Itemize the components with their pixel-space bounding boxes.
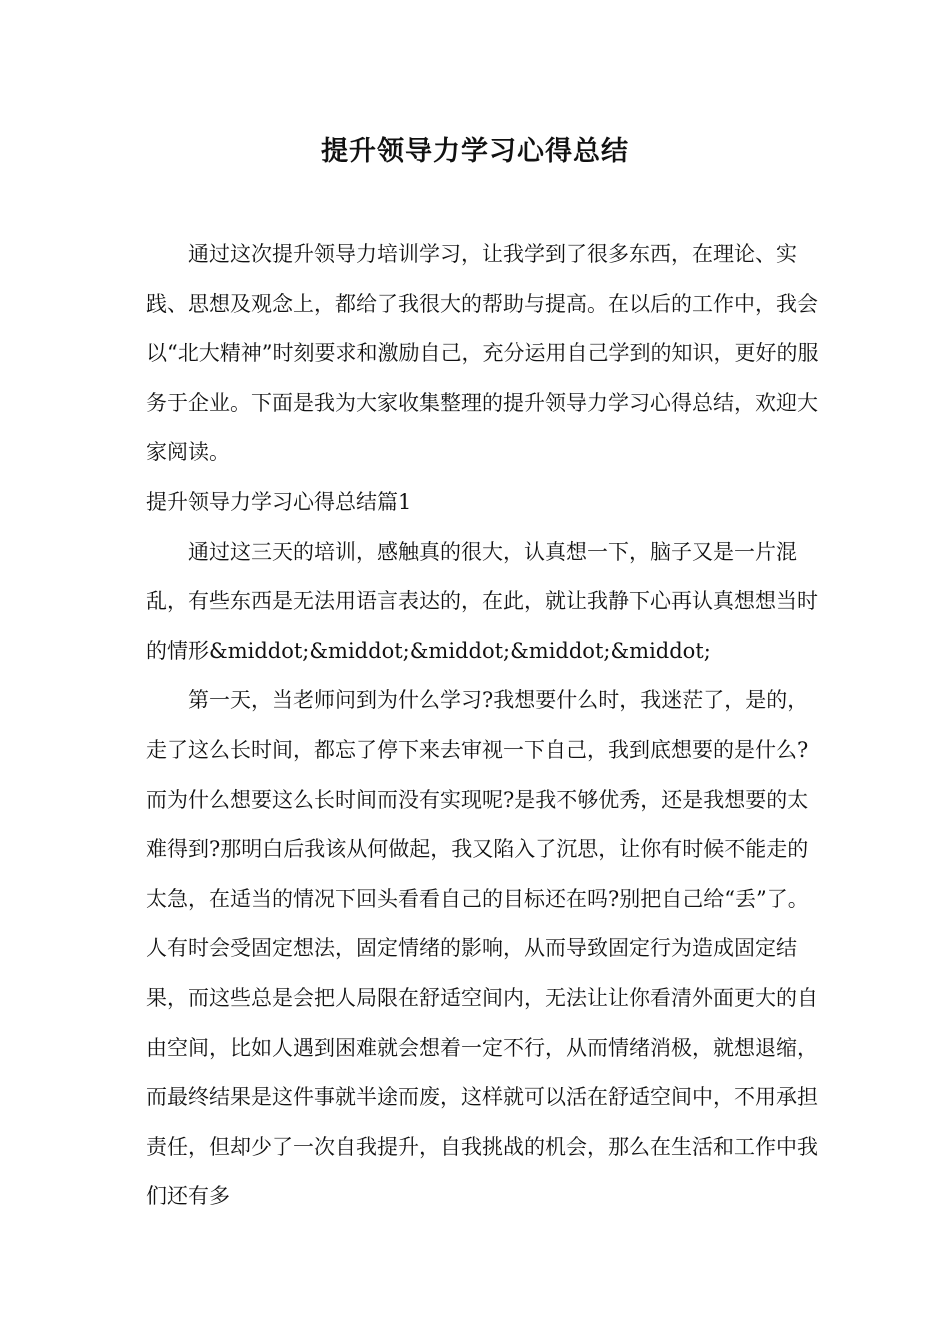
body-paragraph-1: 通过这三天的培训，感触真的很大，认真想一下，脑子又是一片混乱，有些东西是无法用语言表达的，在此，就让我静下心再认真想想当时的情形&middot;&middot;&middot;&middot;&middot; <box>146 539 818 663</box>
section-heading: 提升领导力学习心得总结篇1 <box>146 489 412 514</box>
intro-paragraph: 通过这次提升领导力培训学习，让我学到了很多东西，在理论、实践、思想及观念上，都给了我很大的帮助与提高。在以后的工作中，我会以“北大精神”时刻要求和激励自己，充分运用自己学到的知识，更好的服务于企业。下面是我为大家收集整理的提升领导力学习心得总结，欢迎大家阅读。 <box>146 242 819 465</box>
document-title: 提升领导力学习心得总结 <box>321 136 629 167</box>
body-paragraph-2: 第一天，当老师问到为什么学习?我想要什么时，我迷茫了，是的，走了这么长时间，都忘了停下来去审视一下自己，我到底想要的是什么?而为什么想要这么长时间而没有实现呢?是我不够优秀，还是我想要的太难得到?那明白后我该从何做起，我又陷入了沉思，让你有时候不能走的太急，在适当的情况下回头看看自己的目标还在吗?别把自己给“丢”了。人有时会受固定想法，固定情绪的影响，从而导致固定行为造成固定结果，而这些总是会把人局限在舒适空间内，无法让让你看清外面更大的自由空间，比如人遇到困难就会想着一定不行，从而情绪消极，就想退缩，而最终结果是这件事就半途而废，这样就可以活在舒适空间中，不用承担责任，但却少了一次自我提升，自我挑战的机会，那么在生活和工作中我们还有多 <box>146 688 818 1209</box>
document-body <box>146 230 826 1222</box>
